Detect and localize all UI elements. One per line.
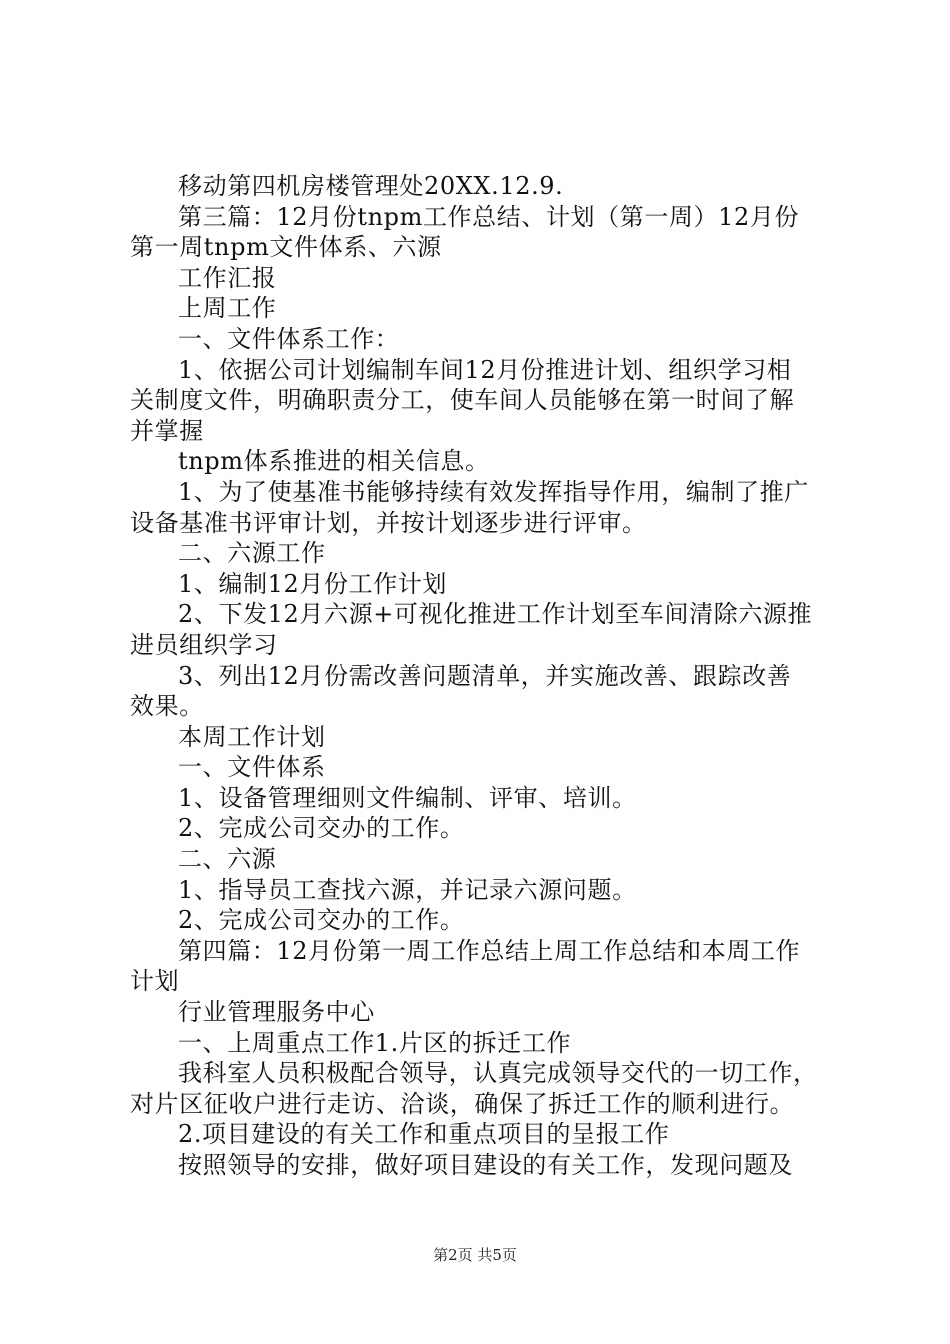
text-line: 1、编制12月份工作计划 — [178, 569, 448, 598]
text-line: 2、下发12月六源+可视化推进工作计划至车间清除六源推 — [178, 600, 813, 629]
text-line: 对片区征收户进行走访、洽谈，确保了拆迁工作的顺利进行。 — [130, 1089, 795, 1118]
text-line: 一、上周重点工作1.片区的拆迁工作 — [178, 1028, 572, 1057]
text-line: 1、为了使基准书能够持续有效发挥指导作用，编制了推广 — [178, 477, 809, 506]
text-line: 关制度文件，明确职责分工，使车间人员能够在第一时间了解 — [130, 386, 795, 415]
text-line: 1、设备管理细则文件编制、评审、培训。 — [178, 783, 637, 812]
text-line: 本周工作计划 — [178, 722, 326, 751]
text-line: 工作汇报 — [178, 263, 277, 292]
text-line: 进员组织学习 — [130, 630, 278, 659]
text-line: 2.项目建设的有关工作和重点项目的呈报工作 — [178, 1120, 670, 1149]
text-line: 我科室人员积极配合领导，认真完成领导交代的一切工作， — [178, 1059, 818, 1088]
section-heading: 第四篇：12月份第一周工作总结上周工作总结和本周工作 — [178, 936, 801, 965]
text-line: 2、完成公司交办的工作。 — [178, 906, 465, 935]
text-line: 计划 — [130, 967, 180, 996]
text-line: 按照领导的安排，做好项目建设的有关工作，发现问题及 — [178, 1151, 793, 1179]
section-heading: 第三篇：12月份tnpm工作总结、计划（第一周）12月份 — [178, 202, 800, 231]
text-line: 1、指导员工查找六源，并记录六源问题。 — [178, 875, 637, 904]
document-body — [130, 171, 835, 1181]
text-line: 一、文件体系 — [178, 753, 326, 782]
text-line: 2、完成公司交办的工作。 — [178, 814, 465, 843]
text-line: 一、文件体系工作： — [178, 324, 400, 353]
text-line: 行业管理服务中心 — [178, 998, 375, 1027]
text-line: 1、依据公司计划编制车间12月份推进计划、组织学习相 — [178, 355, 792, 384]
text-line: 3、列出12月份需改善问题清单，并实施改善、跟踪改善 — [178, 661, 792, 690]
page-number-footer: 第2页 共5页 — [433, 1246, 517, 1264]
text-line: 二、六源工作 — [178, 539, 326, 568]
text-line: 二、六源 — [178, 845, 277, 874]
text-line: 移动第四机房楼管理处20XX.12.9. — [178, 172, 564, 200]
text-line: 效果。 — [130, 692, 204, 721]
text-line: 并掌握 — [130, 416, 204, 445]
text-line: 上周工作 — [178, 294, 277, 323]
text-line: 设备基准书评审计划，并按计划逐步进行评审。 — [130, 508, 647, 537]
text-line: tnpm体系推进的相关信息。 — [178, 447, 490, 476]
text-line: 第一周tnpm文件体系、六源 — [130, 233, 442, 262]
